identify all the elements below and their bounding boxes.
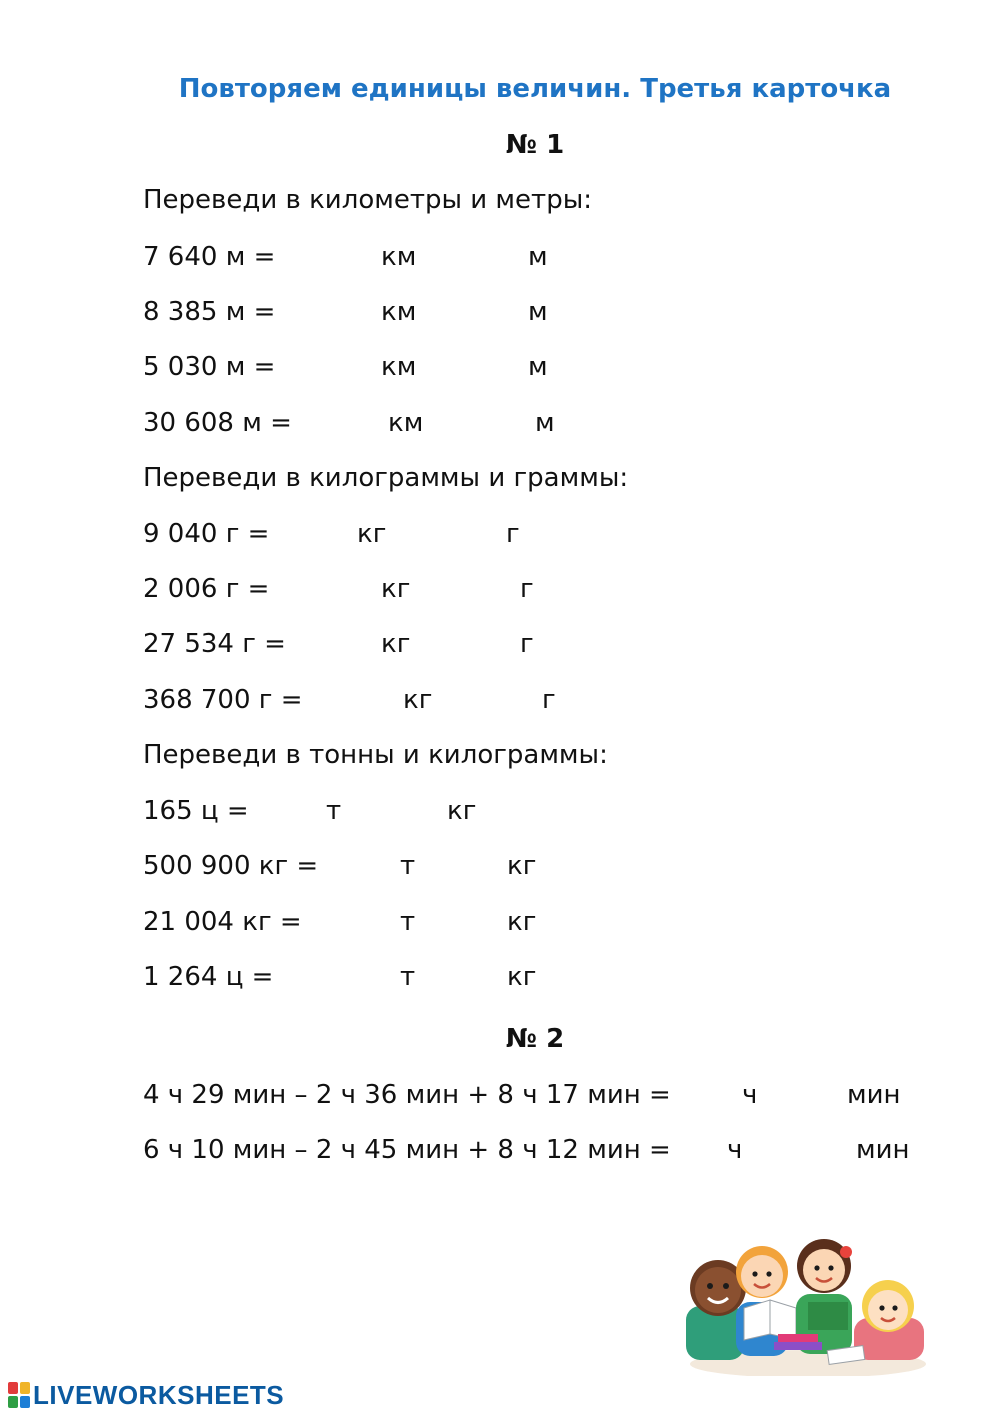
unit-km-label: км <box>381 242 417 272</box>
logo-text: LIVEWORKSHEETS <box>33 1379 285 1410</box>
unit-g-label: г <box>506 519 520 549</box>
exercise-expression: 7 640 м = <box>143 242 276 272</box>
exercise-expression: 6 ч 10 мин – 2 ч 45 мин + 8 ч 12 мин = <box>143 1135 671 1165</box>
unit-kg-label: кг <box>403 685 433 715</box>
exercise-expression: 4 ч 29 мин – 2 ч 36 мин + 8 ч 17 мин = <box>143 1080 671 1110</box>
instruction-km-m: Переведи в километры и метры: <box>143 185 592 215</box>
unit-kg-label: кг <box>507 851 537 881</box>
unit-g-label: г <box>520 629 534 659</box>
unit-m-label: м <box>528 352 548 382</box>
unit-m-label: м <box>528 297 548 327</box>
unit-kg-label: кг <box>507 907 537 937</box>
unit-t-label: т <box>400 851 416 881</box>
worksheet-title: Повторяем единицы величин. Третья карточка <box>178 74 892 104</box>
unit-kg-label: кг <box>381 574 411 604</box>
unit-t-label: т <box>400 962 416 992</box>
exercise-expression: 2 006 г = <box>143 574 270 604</box>
unit-h-label: ч <box>727 1135 743 1165</box>
exercise-expression: 27 534 г = <box>143 629 286 659</box>
unit-g-label: г <box>542 685 556 715</box>
unit-t-label: т <box>326 796 342 826</box>
unit-kg-label: кг <box>507 962 537 992</box>
exercise-expression: 5 030 м = <box>143 352 276 382</box>
unit-kg-label: кг <box>357 519 387 549</box>
exercise-expression: 21 004 кг = <box>143 907 302 937</box>
instruction-t-kg: Переведи в тонны и килограммы: <box>143 740 608 770</box>
exercise-expression: 165 ц = <box>143 796 249 826</box>
unit-m-label: м <box>528 242 548 272</box>
task2-heading: № 2 <box>505 1024 565 1054</box>
exercise-expression: 30 608 м = <box>143 408 292 438</box>
unit-m-label: м <box>535 408 555 438</box>
liveworksheets-logo <box>8 1380 284 1410</box>
unit-km-label: км <box>388 408 424 438</box>
unit-min-label: мин <box>847 1080 901 1110</box>
unit-km-label: км <box>381 352 417 382</box>
task1-heading: № 1 <box>505 130 565 160</box>
exercise-expression: 8 385 м = <box>143 297 276 327</box>
unit-kg-label: кг <box>381 629 411 659</box>
exercise-expression: 500 900 кг = <box>143 851 319 881</box>
exercise-expression: 1 264 ц = <box>143 962 274 992</box>
unit-g-label: г <box>520 574 534 604</box>
unit-h-label: ч <box>742 1080 758 1110</box>
exercise-expression: 9 040 г = <box>143 519 270 549</box>
children-reading-illustration <box>678 1236 938 1376</box>
unit-kg-label: кг <box>447 796 477 826</box>
unit-t-label: т <box>400 907 416 937</box>
exercise-expression: 368 700 г = <box>143 685 303 715</box>
unit-min-label: мин <box>856 1135 910 1165</box>
logo-icon <box>8 1382 30 1408</box>
instruction-kg-g: Переведи в килограммы и граммы: <box>143 463 629 493</box>
unit-km-label: км <box>381 297 417 327</box>
